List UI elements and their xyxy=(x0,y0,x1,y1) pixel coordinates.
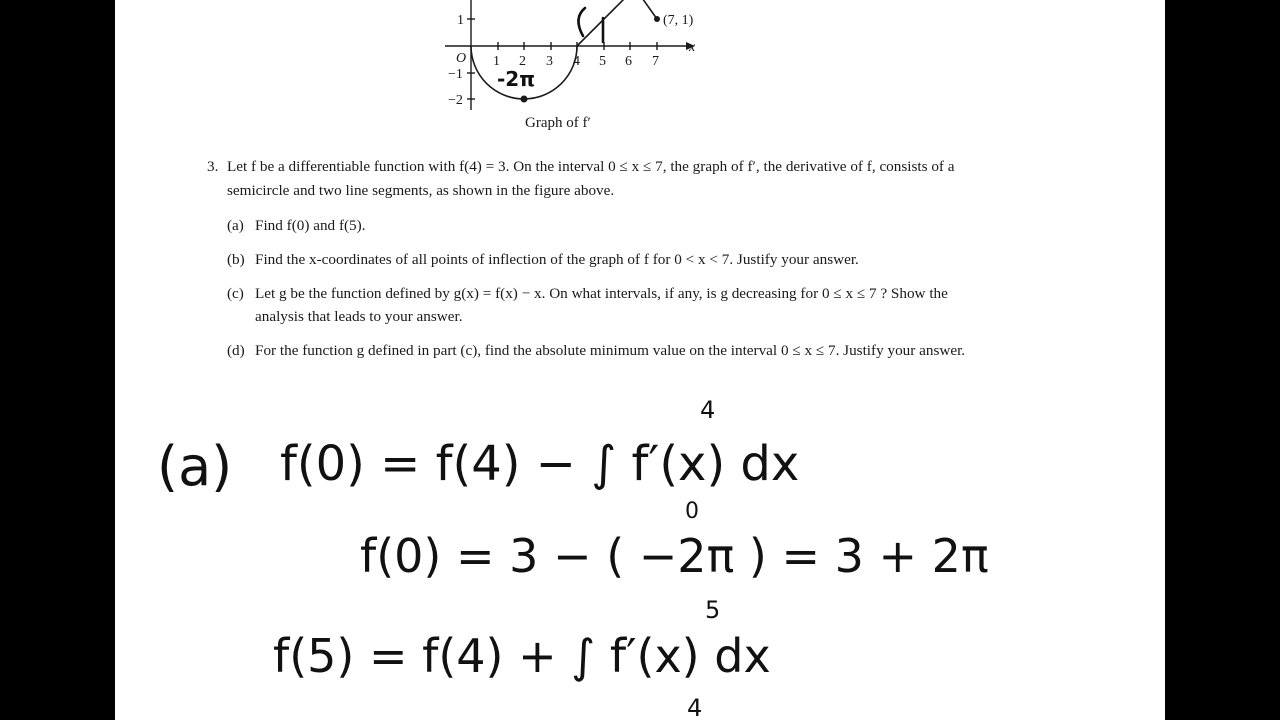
x-tick-label-4: 4 xyxy=(573,54,580,69)
hw-line3-upper-limit: 5 xyxy=(705,596,721,624)
problem-intro: Let f be a differentiable function with f(4) = 3. On the interval 0 ≤ x ≤ 7, the graph of f′, the derivative of f, consists of a semicircle and two line segments, as shown in the figure above. xyxy=(227,158,955,199)
hw-line2: f(0) = 3 − ( −2π ) = 3 + 2π xyxy=(360,529,989,583)
worksheet-page xyxy=(115,0,1165,720)
y-tick-label-1: 1 xyxy=(457,13,464,28)
x-tick-label-6: 6 xyxy=(625,54,632,69)
hw-line1-upper-limit: 4 xyxy=(700,396,716,424)
hw-line3-lower-limit: 4 xyxy=(687,694,703,720)
part-a-label: (a) xyxy=(227,217,244,234)
point-label-7-1: (7, 1) xyxy=(663,13,694,28)
x-tick-label-3: 3 xyxy=(546,54,553,69)
x-axis-label: x xyxy=(689,40,696,55)
part-a-text: Find f(0) and f(5). xyxy=(255,217,366,234)
ink-area-label: -2π xyxy=(497,67,536,91)
hw-line1-lower-limit: 0 xyxy=(685,499,699,524)
part-d-label: (d) xyxy=(227,342,245,359)
x-tick-label-2: 2 xyxy=(519,54,526,69)
handwritten-solution xyxy=(115,0,1165,720)
x-tick-label-1: 1 xyxy=(493,54,500,69)
problem-number: 3. xyxy=(207,158,219,175)
x-tick-label-5: 5 xyxy=(599,54,606,69)
y-tick-label-neg2: −2 xyxy=(448,93,463,108)
graph-caption: Graph of f′ xyxy=(525,115,591,131)
part-b-label: (b) xyxy=(227,251,245,268)
origin-label: O xyxy=(456,51,467,66)
x-tick-label-7: 7 xyxy=(652,54,659,69)
part-b-text: Find the x-coordinates of all points of inflection of the graph of f for 0 < x < 7. Justify your answer. xyxy=(255,251,859,268)
part-c-label: (c) xyxy=(227,285,244,302)
hw-line1: f(0) = f(4) − ∫ f′(x) dx xyxy=(280,436,800,492)
hw-line3: f(5) = f(4) + ∫ f′(x) dx xyxy=(273,629,771,683)
part-c-text: Let g be the function defined by g(x) = f(x) − x. On what intervals, if any, is g decreasing for 0 ≤ x ≤ 7 ? Show the analysis that leads to your answer. xyxy=(255,285,948,325)
y-tick-label-neg1: −1 xyxy=(448,67,463,82)
hw-part-label: (a) xyxy=(157,435,233,498)
part-d-text: For the function g defined in part (c), find the absolute minimum value on the interval 0 ≤ x ≤ 7. Justify your answer. xyxy=(255,342,966,359)
